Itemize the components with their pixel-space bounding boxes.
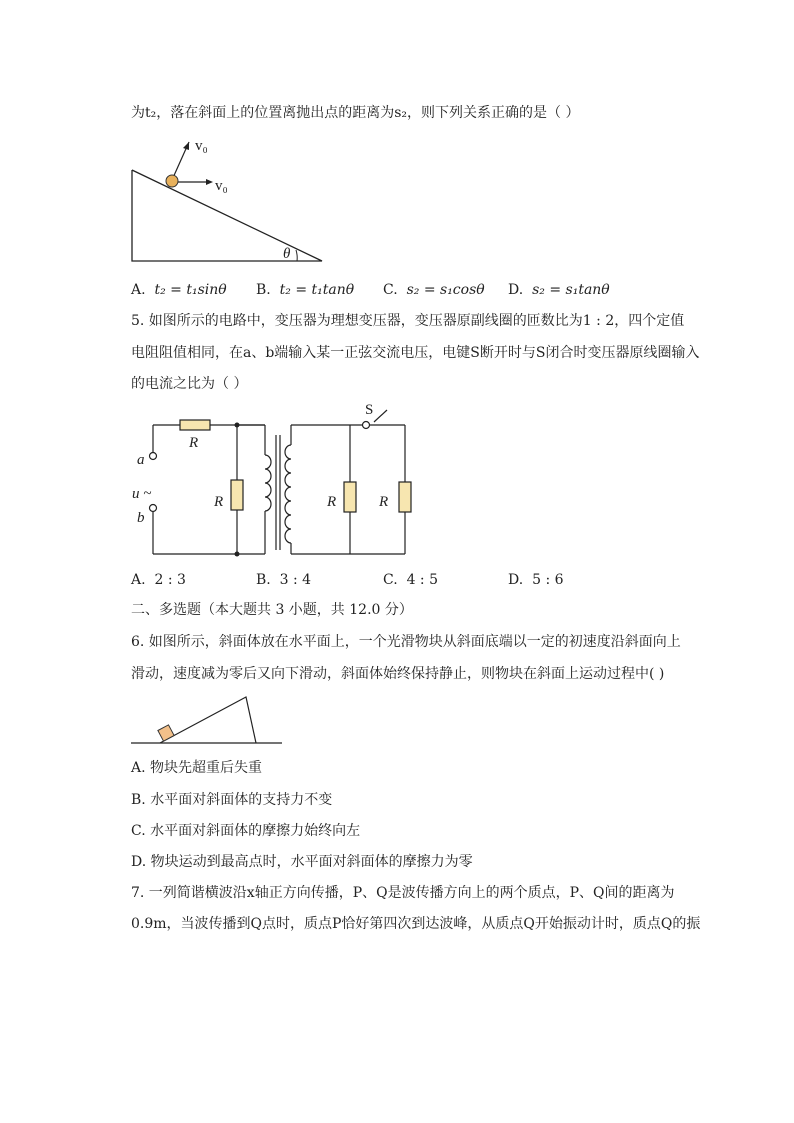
section-heading: 二、多选题（本大题共 3 小题，共 12.0 分）: [131, 602, 413, 618]
terminal-label-a: a: [137, 452, 145, 468]
angle-label: θ: [283, 246, 291, 262]
q5-option-d: D. 5 : 6: [508, 572, 564, 588]
voltage-label: u ~: [132, 486, 152, 502]
q5-line-1: 5. 如图所示的电路中，变压器为理想变压器，变压器原副线圈的匝数比为1 : 2，四个定值: [131, 313, 685, 329]
q7-line-1: 7. 一列简谐横波沿x轴正方向传播，P、Q是波传播方向上的两个质点，P、Q间的距离为: [131, 885, 675, 901]
resistor-label-secondary-1: R: [327, 494, 337, 510]
q6-option-c: C. 水平面对斜面体的摩擦力始终向左: [131, 823, 361, 839]
q6-option-a: A. 物块先超重后失重: [131, 760, 263, 776]
q5-option-b: B. 3 : 4: [256, 572, 312, 588]
q5-option-a: A. 2 : 3: [131, 572, 186, 588]
transformer-circuit-figure: [125, 400, 425, 560]
q4-option-c: C. s₂ = s₁cosθ: [383, 282, 485, 298]
q4-option-b: B. t₂ = t₁tanθ: [256, 282, 355, 298]
resistor-series: [180, 420, 210, 430]
velocity-label-right: v₀: [215, 178, 228, 194]
switch-label: S: [365, 402, 374, 418]
q6-line-2: 滑动，速度减为零后又向下滑动，斜面体始终保持静止，则物块在斜面上运动过程中( ): [131, 666, 665, 682]
q5-line-3: 的电流之比为（ ）: [131, 376, 248, 392]
q6-option-b: B. 水平面对斜面体的支持力不变: [131, 792, 333, 808]
incline-projectile-figure: [125, 130, 335, 265]
sliding-block: [158, 725, 174, 741]
incline-block-figure: [128, 690, 288, 750]
resistor-primary-parallel: [231, 480, 243, 510]
velocity-label-up: v₀: [195, 138, 208, 154]
q4-option-d: D. s₂ = s₁tanθ: [508, 282, 610, 298]
resistor-label-primary: R: [214, 494, 224, 510]
q4-tail-line: 为t₂，落在斜面上的位置离抛出点的距离为s₂，则下列关系正确的是（ ）: [131, 105, 580, 121]
q4-option-a: A. t₂ = t₁sinθ: [131, 282, 227, 298]
resistor-label-series: R: [189, 435, 199, 451]
q5-line-2: 电阻阻值相同，在a、b端输入某一正弦交流电压，电键S断开时与S闭合时变压器原线圈输入: [131, 345, 700, 361]
q5-option-c: C. 4 : 5: [383, 572, 439, 588]
resistor-secondary-1: [344, 482, 356, 512]
q7-line-2: 0.9m，当波传播到Q点时，质点P恰好第四次到达波峰，从质点Q开始振动计时，质点Q的振: [131, 916, 701, 932]
q6-option-d: D. 物块运动到最高点时，水平面对斜面体的摩擦力为零: [131, 854, 473, 870]
projectile-ball: [166, 175, 178, 187]
resistor-secondary-2: [399, 482, 411, 512]
q6-line-1: 6. 如图所示，斜面体放在水平面上，一个光滑物块从斜面底端以一定的初速度沿斜面向上: [131, 634, 681, 650]
terminal-label-b: b: [137, 510, 145, 526]
resistor-label-secondary-2: R: [379, 494, 389, 510]
